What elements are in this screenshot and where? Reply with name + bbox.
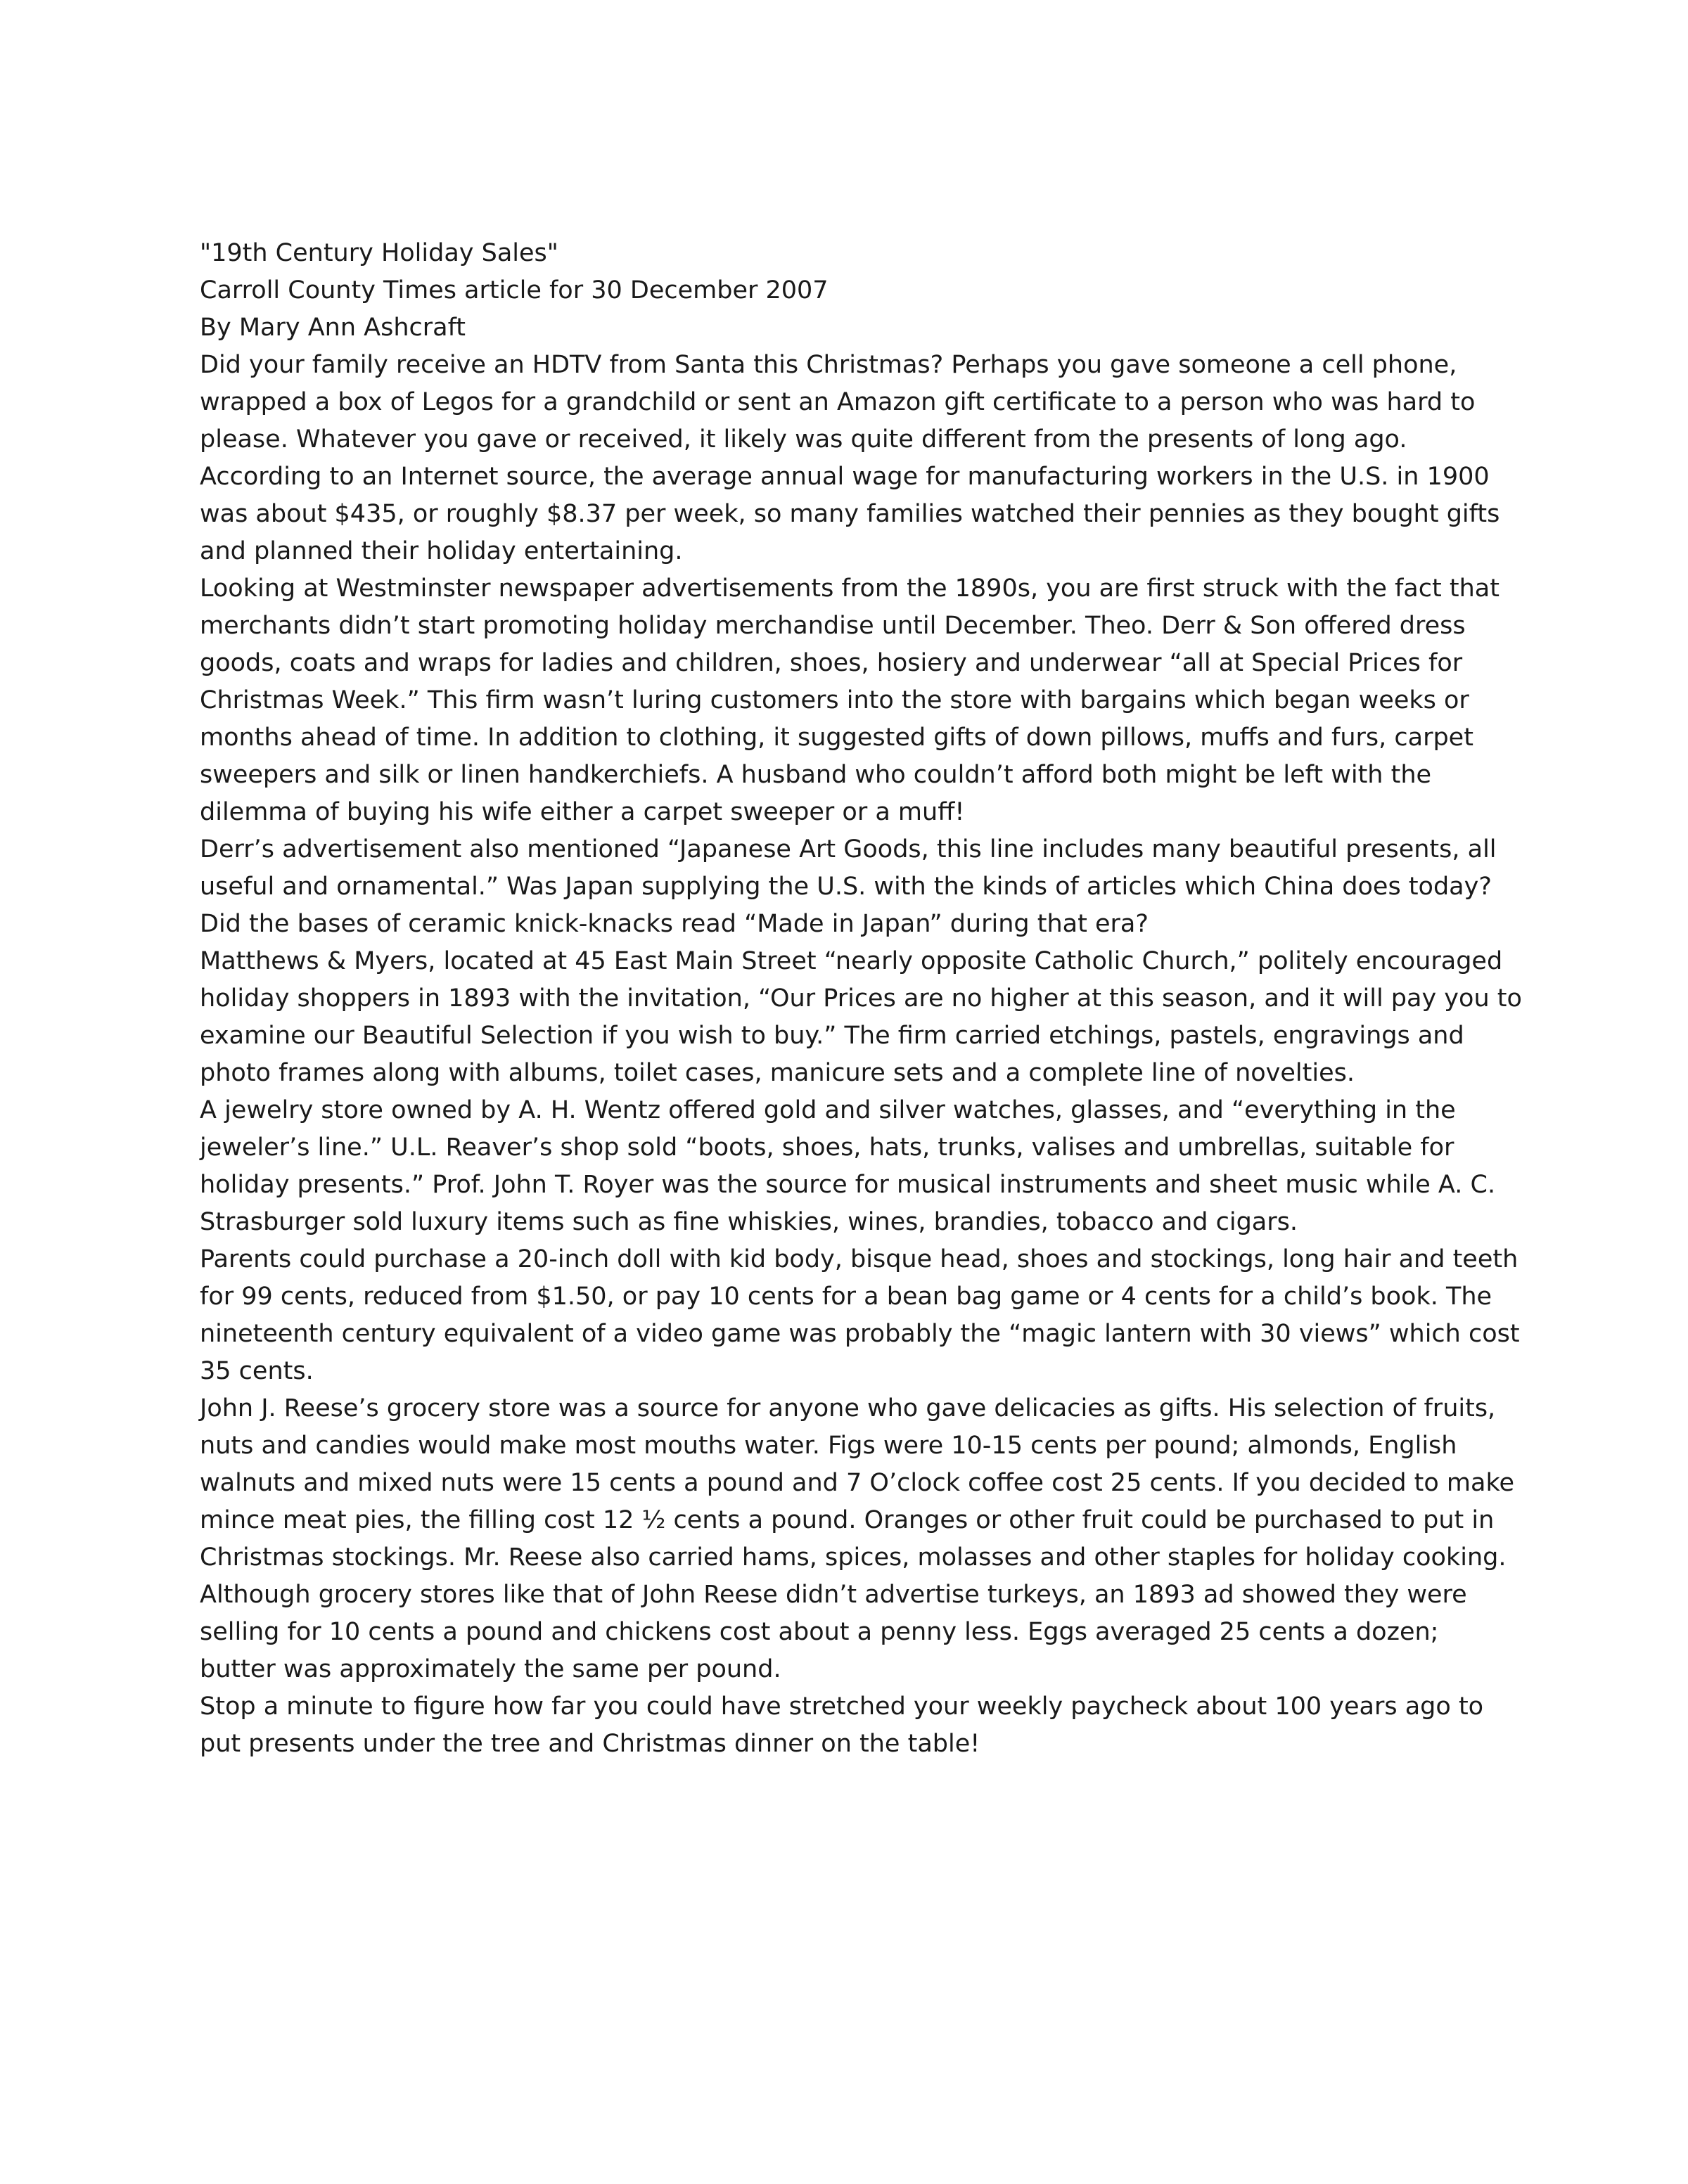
paragraph-7: John J. Reese’s grocery store was a source for anyone who gave delicacies as gifts. His selection of fruits, nuts and candies would make most mouths water. Figs were 10-15 cents per pound; almonds, English walnuts and mixed nuts were 15 cents a pound and 7 O’clock coffee cost 25 cents. If you decided to make mince meat pies, the filling cost 12 ½ cents a pound. Oranges or other fruit could be purchased to put in Christmas stockings. Mr. Reese also carried hams, spices, molasses and other staples for holiday cooking. xyxy=(200,1394,1515,1572)
paragraph-5: A jewelry store owned by A. H. Wentz offered gold and silver watches, glasses, and “everything in the jeweler’s line.” U.L. Reaver’s shop sold “boots, shoes, hats, trunks, valises and umbrellas, suitable for holiday presents.” Prof. John T. Royer was the source for musical instruments and sheet music while A. C. Strasburger sold luxury items such as fine whiskies, wines, brandies, tobacco and cigars. xyxy=(200,1096,1496,1236)
article-source: Carroll County Times article for 30 December 2007 xyxy=(200,276,829,304)
article xyxy=(200,235,1522,1763)
paragraph-6: Parents could purchase a 20-inch doll with kid body, bisque head, shoes and stockings, long hair and teeth for 99 cents, reduced from $1.50, or pay 10 cents for a bean bag game or 4 cents for a child’s book. The nineteenth century equivalent of a video game was probably the “magic lantern with 30 views” which cost 35 cents. xyxy=(200,1245,1520,1385)
paragraph-2: Looking at Westminster newspaper advertisements from the 1890s, you are first struck with the fact that merchants didn’t start promoting holiday merchandise until December. Theo. Derr & Son offered dress goods, coats and wraps for ladies and children, shoes, hosiery and underwear “all at Special Prices for Christmas Week.” This firm wasn’t luring customers into the store with bargains which began weeks or months ahead of time. In addition to clothing, it suggested gifts of down pillows, muffs and furs, carpet sweepers and silk or linen handkerchiefs. A husband who couldn’t afford both might be left with the dilemma of buying his wife either a carpet sweeper or a muff! xyxy=(200,574,1500,826)
paragraph-4: Matthews & Myers, located at 45 East Main Street “nearly opposite Catholic Church,” politely encouraged holiday shoppers in 1893 with the invitation, “Our Prices are no higher at this season, and it will pay you to examine our Beautiful Selection if you wish to buy.” The firm carried etchings, pastels, engravings and photo frames along with albums, toilet cases, manicure sets and a complete line of novelties. xyxy=(200,947,1522,1087)
article-byline: By Mary Ann Ashcraft xyxy=(200,314,466,342)
paragraph-1: Did your family receive an HDTV from Santa this Christmas? Perhaps you gave someone a cell phone, wrapped a box of Legos for a grandchild or sent an Amazon gift certificate to a person who was hard to please. Whatever you gave or received, it likely was quite different from the presents of long ago. According to an Internet source, the average annual wage for manufacturing workers in the U.S. in 1900 was about $435, or roughly $8.37 per week, so many families watched their pennies as they bought gifts and planned their holiday entertaining. xyxy=(200,351,1500,565)
paragraph-3: Derr’s advertisement also mentioned “Japanese Art Goods, this line includes many beautiful presents, all useful and ornamental.” Was Japan supplying the U.S. with the kinds of articles which China does today? Did the bases of ceramic knick-knacks read “Made in Japan” during that era? xyxy=(200,835,1497,938)
paragraph-9: Stop a minute to figure how far you could have stretched your weekly paycheck about 100 years ago to put presents under the tree and Christmas dinner on the table! xyxy=(200,1692,1484,1758)
paragraph-8: Although grocery stores like that of John Reese didn’t advertise turkeys, an 1893 ad showed they were selling for 10 cents a pound and chickens cost about a penny less. Eggs averaged 25 cents a dozen; butter was approximately the same per pound. xyxy=(200,1581,1467,1683)
article-title: "19th Century Holiday Sales" xyxy=(200,239,558,267)
